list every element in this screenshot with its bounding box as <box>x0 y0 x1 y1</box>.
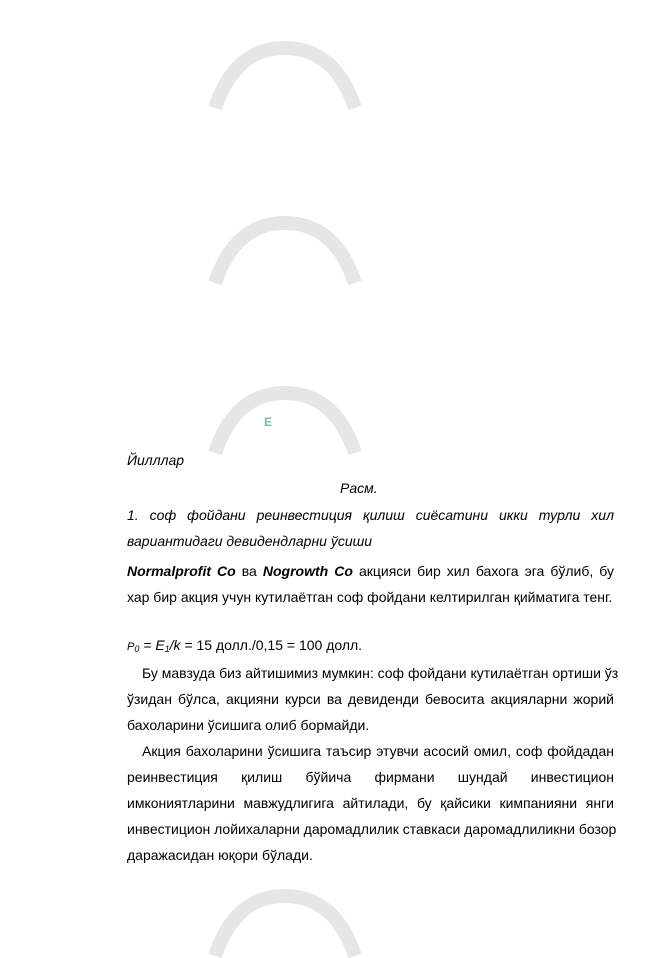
formula-p: P <box>127 641 135 653</box>
paragraph-3-line-4: инвестицион лойихаларни даромадлилик ставкаси даромадлиликни бозор <box>127 821 617 837</box>
axis-mark: Е <box>264 415 273 429</box>
paragraph-1-line-1 <box>127 562 614 580</box>
watermark-ring-4 <box>205 888 365 958</box>
paragraph-3-line-1: Акция бахоларини ўсишига таъсир этувчи асосий омил, соф фойдадан <box>142 743 614 759</box>
formula-eq: = E <box>143 637 165 653</box>
paragraph-3-line-5: даражасидан юқори бўлади. <box>127 847 313 863</box>
company-nogrowth: Nogrowth Co <box>262 563 353 579</box>
x-axis-label: Йилллар <box>127 452 185 468</box>
paragraph-2-line-1: Бу мавзуда биз айтишимиз мумкин: соф фойдани кутилаётган ортиши ўз <box>142 665 619 681</box>
conjunction: ва <box>241 563 257 579</box>
paragraph-2-line-3: бахоларини ўсишига олиб бормайди. <box>127 717 370 733</box>
watermark-ring-2 <box>205 215 365 285</box>
watermark-ring-3 <box>205 385 365 455</box>
formula-e-sub: 1 <box>164 644 170 654</box>
formula <box>127 636 614 658</box>
paragraph-3-line-3: имкониятларини мавжудлигига айтилади, бу қайсики кимпанияни янги <box>127 795 614 811</box>
figure-description-line-1: 1. соф фойдани реинвестиция қилиш сиёсатини икки турли хил <box>127 507 614 523</box>
formula-p-sub: 0 <box>134 644 140 654</box>
paragraph-2-line-2: ўзидан бўлса, акцияни курси ва девиденди бевосита акцияларни жорий <box>127 691 614 707</box>
formula-k: /k <box>169 637 181 653</box>
paragraph-3-line-2: реинвестиция қилиш бўйича фирмани шундай инвестицион <box>127 769 614 785</box>
formula-rest: = 15 долл./0,15 = 100 долл. <box>184 637 363 653</box>
figure-caption: Расм. <box>340 480 378 496</box>
watermark-ring-1 <box>205 40 365 110</box>
figure-description-line-2: вариантидаги девидендларни ўсиши <box>127 533 373 549</box>
paragraph-1-rest: акцияси бир хил бахога эга бўлиб, бу <box>358 563 615 579</box>
paragraph-1-line-2: хар бир акция учун кутилаётган соф фойдани келтирилган қийматига тенг. <box>127 589 613 605</box>
company-normalprofit: Normalprofit Co <box>127 563 236 579</box>
